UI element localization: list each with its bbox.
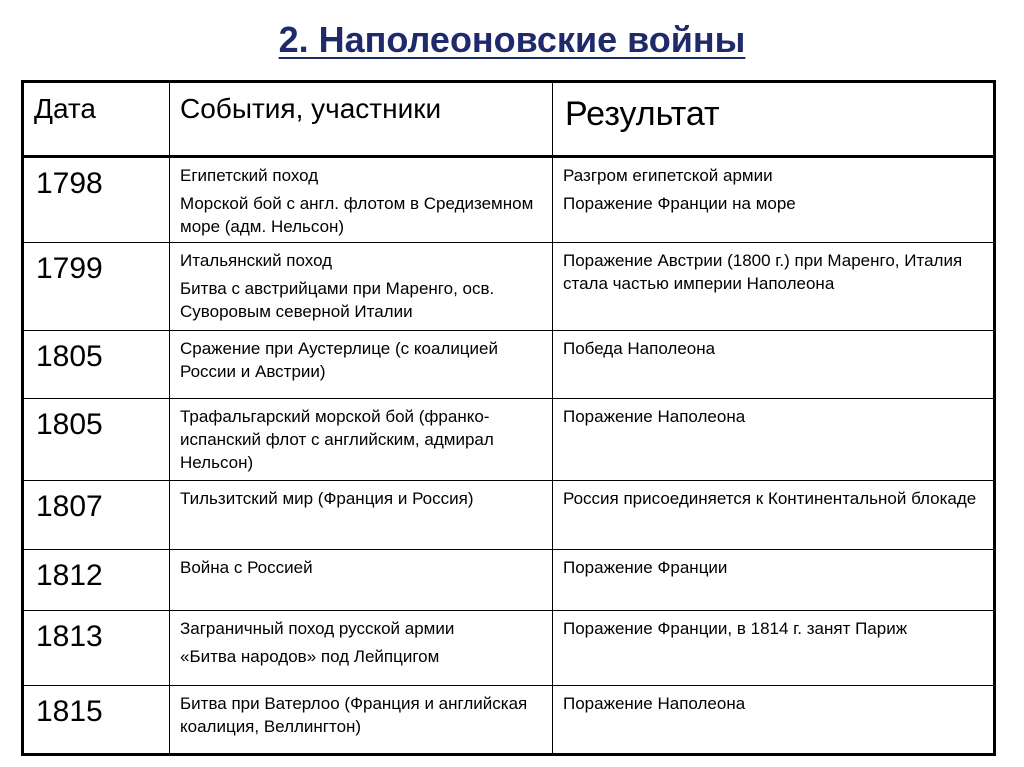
table-header (23, 82, 995, 157)
event-line: «Битва народов» под Лейпцигом (180, 647, 440, 666)
event-line: Египетский поход (180, 166, 319, 185)
row-events (170, 611, 553, 686)
row-date: 1799 (23, 243, 170, 331)
header-result: Результат (553, 82, 995, 157)
event-line: Битва с австрийцами при Маренго, осв. Суворовым северной Италии (180, 279, 495, 321)
table-body (23, 157, 995, 755)
row-result (553, 686, 995, 755)
result-line: Поражение Наполеона (563, 407, 746, 426)
wars-table (21, 80, 996, 756)
event-line: Итальянский поход (180, 251, 333, 270)
header-date: Дата (23, 82, 170, 157)
row-result (553, 399, 995, 481)
header-events: События, участники (170, 82, 553, 157)
result-line: Поражение Австрии (1800 г.) при Маренго, Италия стала частью империи Наполеона (563, 251, 963, 293)
row-result (553, 243, 995, 331)
table-row (23, 243, 995, 331)
row-date: 1805 (23, 399, 170, 481)
table-row (23, 481, 995, 550)
result-line: Поражение Наполеона (563, 694, 746, 713)
event-line: Тильзитский мир (Франция и Россия) (180, 489, 474, 508)
event-line: Трафальгарский морской бой (франко-испанский флот с английским, адмирал Нельсон) (180, 407, 494, 472)
row-result (553, 550, 995, 611)
row-result (553, 611, 995, 686)
header-row (23, 82, 995, 157)
table-row (23, 331, 995, 399)
row-date: 1807 (23, 481, 170, 550)
event-line: Заграничный поход русской армии (180, 619, 455, 638)
row-date: 1805 (23, 331, 170, 399)
row-result (553, 481, 995, 550)
row-date: 1812 (23, 550, 170, 611)
row-events (170, 331, 553, 399)
row-events (170, 481, 553, 550)
row-events (170, 686, 553, 755)
table-row (23, 157, 995, 243)
result-line: Поражение Франции, в 1814 г. занят Париж (563, 619, 908, 638)
result-line: Разгром египетской армии (563, 166, 773, 185)
event-line: Война с Россией (180, 558, 313, 577)
table-row (23, 550, 995, 611)
table-row (23, 686, 995, 755)
row-date: 1813 (23, 611, 170, 686)
event-line: Морской бой с англ. флотом в Средиземном море (адм. Нельсон) (180, 194, 534, 236)
row-events (170, 550, 553, 611)
row-result (553, 331, 995, 399)
event-line: Сражение при Аустерлице (с коалицией России и Австрии) (180, 339, 498, 381)
result-line: Россия присоединяется к Континентальной блокаде (563, 489, 977, 508)
row-events (170, 157, 553, 243)
row-date: 1815 (23, 686, 170, 755)
table-row (23, 399, 995, 481)
result-line: Победа Наполеона (563, 339, 716, 358)
page-title: 2. Наполеоновские войны (278, 19, 746, 60)
result-line: Поражение Франции (563, 558, 728, 577)
row-result (553, 157, 995, 243)
row-date: 1798 (23, 157, 170, 243)
row-events (170, 399, 553, 481)
event-line: Битва при Ватерлоо (Франция и английская коалиция, Веллингтон) (180, 694, 528, 736)
row-events (170, 243, 553, 331)
result-line: Поражение Франции на море (563, 194, 796, 213)
table-row (23, 611, 995, 686)
